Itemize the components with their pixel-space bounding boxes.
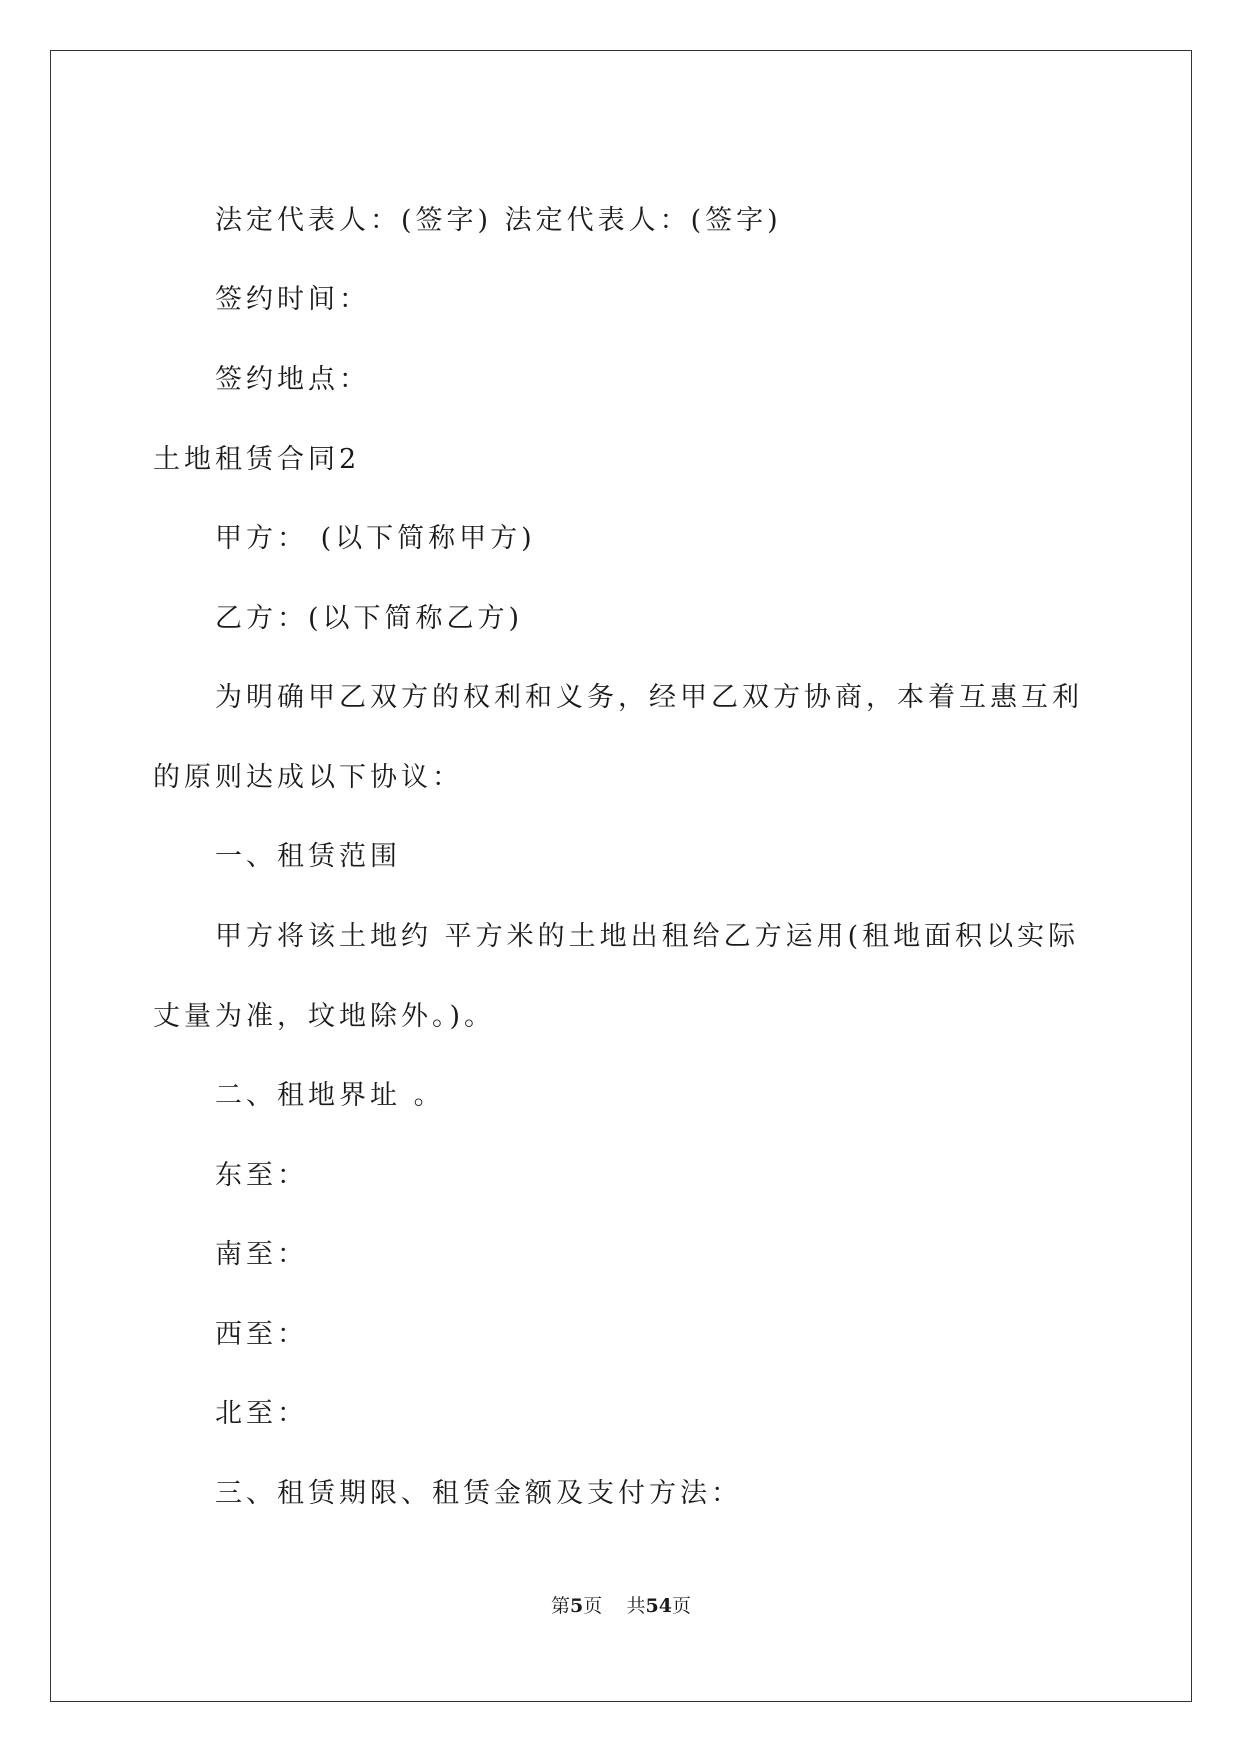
page-footer — [51, 1593, 1191, 1619]
document-body — [51, 51, 1191, 1701]
page-prefix: 第 — [551, 1595, 571, 1617]
boundary-west: 西至： — [215, 1319, 308, 1350]
signing-place-line: 签约地点： — [215, 364, 370, 395]
preamble-line-1: 为明确甲乙双方的权利和义务，经甲乙双方协商，本着互惠互利 — [215, 682, 1083, 713]
signing-date-line: 签约时间： — [215, 284, 370, 315]
section-1-text-line-2: 丈量为准，坟地除外。)。 — [153, 1001, 496, 1032]
total-unit: 页 — [671, 1595, 691, 1617]
page-frame — [50, 50, 1192, 1702]
total-pages: 54 — [645, 1595, 672, 1617]
party-b-line: 乙方：(以下简称乙方) — [215, 603, 524, 634]
boundary-east: 东至： — [215, 1160, 308, 1191]
preamble-line-2: 的原则达成以下协议： — [153, 762, 463, 793]
total-prefix: 共 — [626, 1595, 646, 1617]
section-2-heading: 二、租地界址 。 — [215, 1080, 445, 1111]
section-3-heading: 三、租赁期限、租赁金额及支付方法： — [215, 1478, 742, 1509]
page-unit: 页 — [583, 1595, 603, 1617]
contract-title: 土地租赁合同2 — [153, 444, 361, 475]
boundary-north: 北至： — [215, 1398, 308, 1429]
boundary-south: 南至： — [215, 1239, 308, 1270]
section-1-text-line-1: 甲方将该土地约 平方米的土地出租给乙方运用(租地面积以实际 — [215, 921, 1080, 952]
section-1-heading: 一、租赁范围 — [215, 841, 401, 872]
signature-line: 法定代表人：(签字) 法定代表人：(签字) — [215, 205, 782, 236]
page-number: 5 — [570, 1595, 584, 1617]
party-a-line: 甲方： (以下简称甲方) — [215, 523, 536, 554]
